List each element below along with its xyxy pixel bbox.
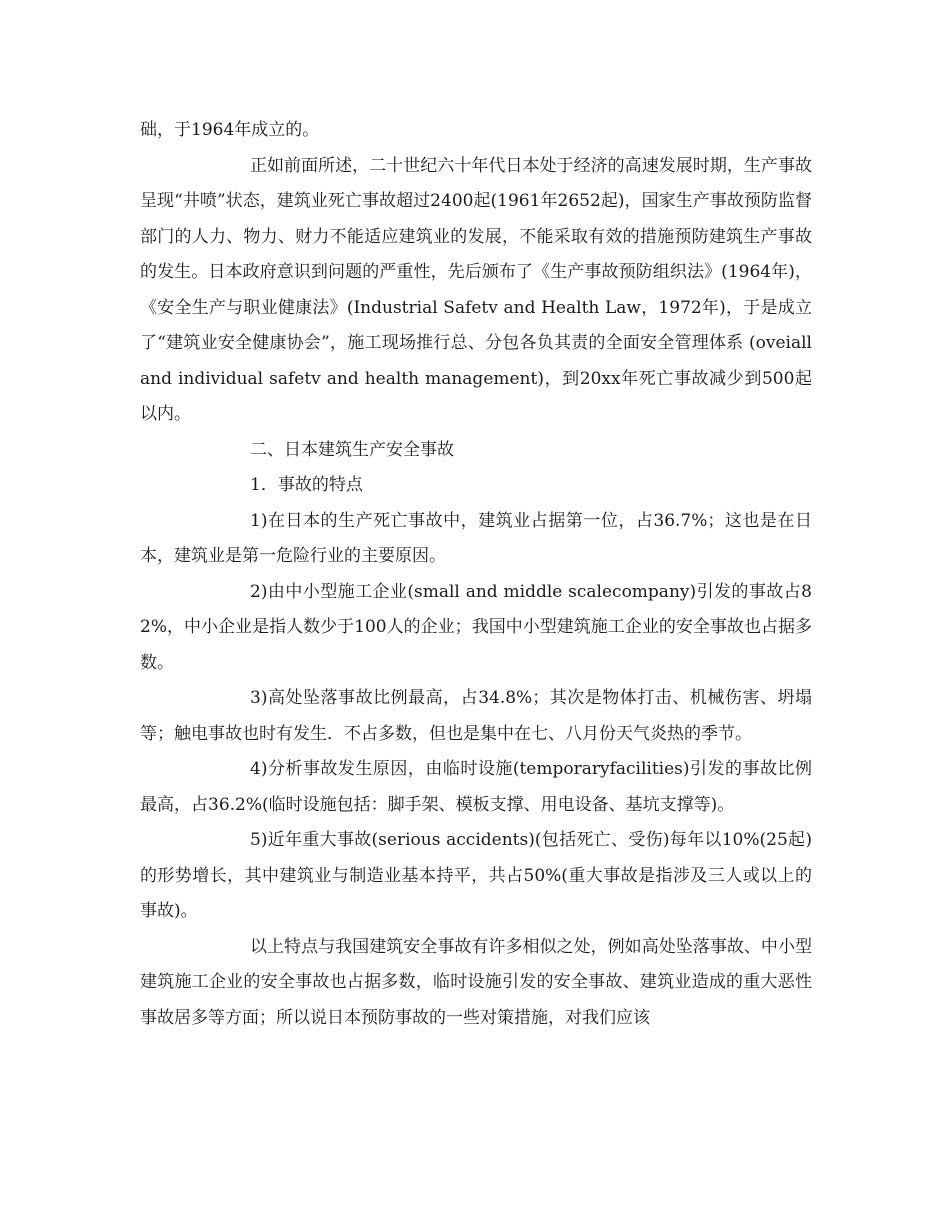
- subsection-heading: 1．事故的特点: [250, 475, 363, 495]
- list-item-5: 5)近年重大事故(serious accidents)(包括死亡、受伤)每年以10%(25起)的形势增长，其中建筑业与制造业基本持平，共占50%(重大事故是指涉及三人或以上的事故)。: [140, 830, 812, 921]
- list-item-2: 2)由中小型施工企业(small and middle scalecompany)引发的事故占82%，中小企业是指人数少于100人的企业；我国中小型建筑施工企业的安全事故也占据多数。: [140, 581, 812, 673]
- paragraph-continuation: 础，于1964年成立的。: [140, 120, 320, 140]
- section-heading: 二、日本建筑生产安全事故: [250, 439, 454, 460]
- list-item-4: 4)分析事故发生原因，由临时设施(temporaryfacilities)引发的事故比例最高，占36.2%(临时设施包括：脚手架、模板支撑、用电设备、基坑支撑等)。: [140, 759, 812, 815]
- list-item-3: 3)高处坠落事故比例最高，占34.8%；其次是物体打击、机械伤害、坍塌等；触电事故也时有发生．不占多数，但也是集中在七、八月份天气炎热的季节。: [140, 688, 812, 744]
- paragraph-background: 正如前面所述，二十世纪六十年代日本处于经济的高速发展时期，生产事故呈现“井喷”状态，建筑业死亡事故超过2400起(1961年2652起)，国家生产事故预防监督部门的人力、物力、财力不能适应建筑业的发展，不能采取有效的措施预防建筑生产事故的发生。日本政府意识到问题的严重性，先后颁布了《生产事故预防组织法》(1964年)，《安全生产与职业健康法》(Industrial Safetv and Health Law，1972年)，于是成立了“建筑业安全健康协会”，施工现场推行总、分包各负其责的全面安全管理体系 (oveiall and individual safetv and health management)，到20xx年死亡事故减少到500起以内。: [140, 155, 812, 424]
- paragraph-summary: 以上特点与我国建筑安全事故有许多相似之处，例如高处坠落事故、中小型建筑施工企业的安全事故也占据多数，临时设施引发的安全事故、建筑业造成的重大恶性事故居多等方面；所以说日本预防事故的一些对策措施，对我们应该: [140, 936, 812, 1028]
- list-item-1: 1)在日本的生产死亡事故中，建筑业占据第一位，占36.7%；这也是在日本，建筑业是第一危险行业的主要原因。: [140, 510, 812, 566]
- document-body: [140, 113, 812, 1036]
